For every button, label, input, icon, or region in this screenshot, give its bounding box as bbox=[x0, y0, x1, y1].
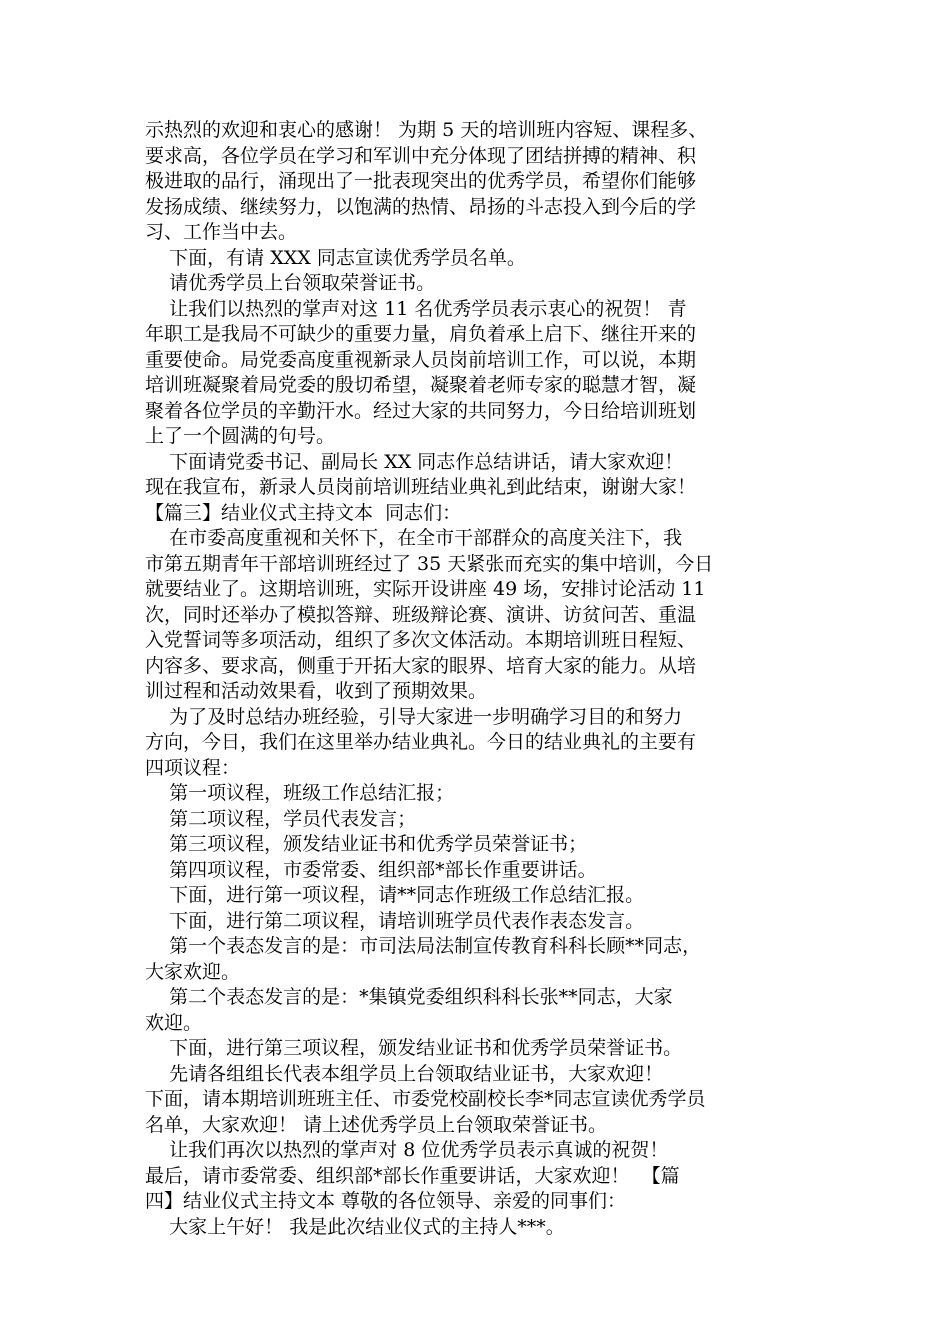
text-line: 习、工作当中去。 bbox=[145, 221, 298, 243]
text-line: 训过程和活动效果看，收到了预期效果。 bbox=[145, 680, 488, 702]
text-line: 示热烈的欢迎和衷心的感谢！ 为期 5 天的培训班内容短、课程多、 bbox=[145, 119, 708, 141]
text-line: 入党誓词等多项活动，组织了多次文体活动。本期培训班日程短、 bbox=[145, 629, 697, 651]
text-line: 下面，有请 XXX 同志宣读优秀学员名单。 bbox=[145, 246, 526, 269]
text-line: 聚着各位学员的辛勤汗水。经过大家的共同努力，今日给培训班划 bbox=[145, 399, 697, 422]
text-line: 上了一个圆满的句号。 bbox=[145, 425, 336, 447]
text-line: 大家上午好！ 我是此次结业仪式的主持人***。 bbox=[145, 1215, 565, 1238]
text-line: 请优秀学员上台领取荣誉证书。 bbox=[145, 272, 436, 294]
text-line: 最后，请市委常委、组织部*部长作重要讲话，大家欢迎！ 【篇 bbox=[145, 1164, 680, 1187]
text-line: 为了及时总结办班经验，引导大家进一步明确学习目的和努力 bbox=[145, 705, 683, 728]
text-line: 下面请党委书记、副局长 XX 同志作总结讲话，请大家欢迎！ bbox=[145, 450, 684, 473]
text-line: 让我们再次以热烈的掌声对 8 位优秀学员表示真诚的祝贺！ bbox=[145, 1139, 669, 1161]
text-line: 培训班凝聚着局党委的殷切希望，凝聚着老师专家的聪慧才智，凝 bbox=[145, 374, 697, 396]
text-line: 【篇三】结业仪式主持文本 同志们： bbox=[145, 501, 462, 524]
text-line: 让我们以热烈的掌声对这 11 名优秀学员表示衷心的祝贺！ 青 bbox=[145, 297, 687, 320]
text-line: 次，同时还举办了模拟答辩、班级辩论赛、演讲、访贫问苦、重温 bbox=[145, 603, 697, 626]
text-line: 第二项议程，学员代表发言； bbox=[145, 807, 417, 830]
text-line: 在市委高度重视和关怀下，在全市干部群众的高度关注下，我 bbox=[145, 527, 683, 549]
text-line: 要求高，各位学员在学习和军训中充分体现了团结拼搏的精神、积 bbox=[145, 144, 697, 167]
text-line: 市第五期青年干部培训班经过了 35 天紧张而充实的集中培训，今日 bbox=[145, 552, 714, 575]
text-line: 先请各组组长代表本组学员上台领取结业证书，大家欢迎！ bbox=[145, 1062, 664, 1085]
text-line: 名单，大家欢迎！ 请上述优秀学员上台领取荣誉证书。 bbox=[145, 1113, 608, 1136]
text-line: 下面，请本期培训班班主任、市委党校副校长李*同志宣读优秀学员 bbox=[145, 1088, 706, 1110]
text-line: 第一个表态发言的是：市司法局法制宣传教育科科长顾**同志， bbox=[145, 935, 702, 957]
text-line: 第二个表态发言的是：*集镇党委组织科科长张**同志，大家 bbox=[145, 986, 673, 1008]
text-line: 第三项议程，颁发结业证书和优秀学员荣誉证书； bbox=[145, 833, 588, 855]
text-line: 年职工是我局不可缺少的重要力量，肩负着承上启下、继往开来的 bbox=[145, 323, 697, 345]
text-line: 第一项议程，班级工作总结汇报； bbox=[145, 782, 455, 804]
text-line: 重要使命。局党委高度重视新录人员岗前培训工作，可以说，本期 bbox=[145, 348, 697, 371]
text-line: 方向，今日，我们在这里举办结业典礼。今日的结业典礼的主要有 bbox=[145, 731, 697, 753]
text-line: 下面，进行第一项议程，请**同志作班级工作总结汇报。 bbox=[145, 884, 645, 906]
text-line: 内容多、要求高，侧重于开拓大家的眼界、培育大家的能力。从培 bbox=[145, 654, 697, 677]
text-line: 大家欢迎。 bbox=[145, 960, 241, 983]
text-line: 就要结业了。这期培训班，实际开设讲座 49 场，安排讨论活动 11 bbox=[145, 578, 706, 600]
text-line: 四】结业仪式主持文本 尊敬的各位领导、亲爱的同事们： bbox=[145, 1190, 627, 1212]
text-line: 欢迎。 bbox=[145, 1011, 203, 1034]
text-line: 下面，进行第二项议程，请培训班学员代表作表态发言。 bbox=[145, 909, 645, 932]
text-line: 下面，进行第三项议程，颁发结业证书和优秀学员荣誉证书。 bbox=[145, 1037, 683, 1059]
text-line: 现在我宣布，新录人员岗前培训班结业典礼到此结束，谢谢大家！ bbox=[145, 476, 697, 498]
text-line: 发扬成绩、继续努力，以饱满的热情、昂扬的斗志投入到今后的学 bbox=[145, 195, 697, 218]
text-line: 极进取的品行，涌现出了一批表现突出的优秀学员，希望你们能够 bbox=[145, 170, 697, 192]
document-body bbox=[145, 118, 815, 1240]
text-line: 四项议程： bbox=[145, 756, 241, 779]
text-line: 第四项议程，市委常委、组织部*部长作重要讲话。 bbox=[145, 858, 597, 881]
